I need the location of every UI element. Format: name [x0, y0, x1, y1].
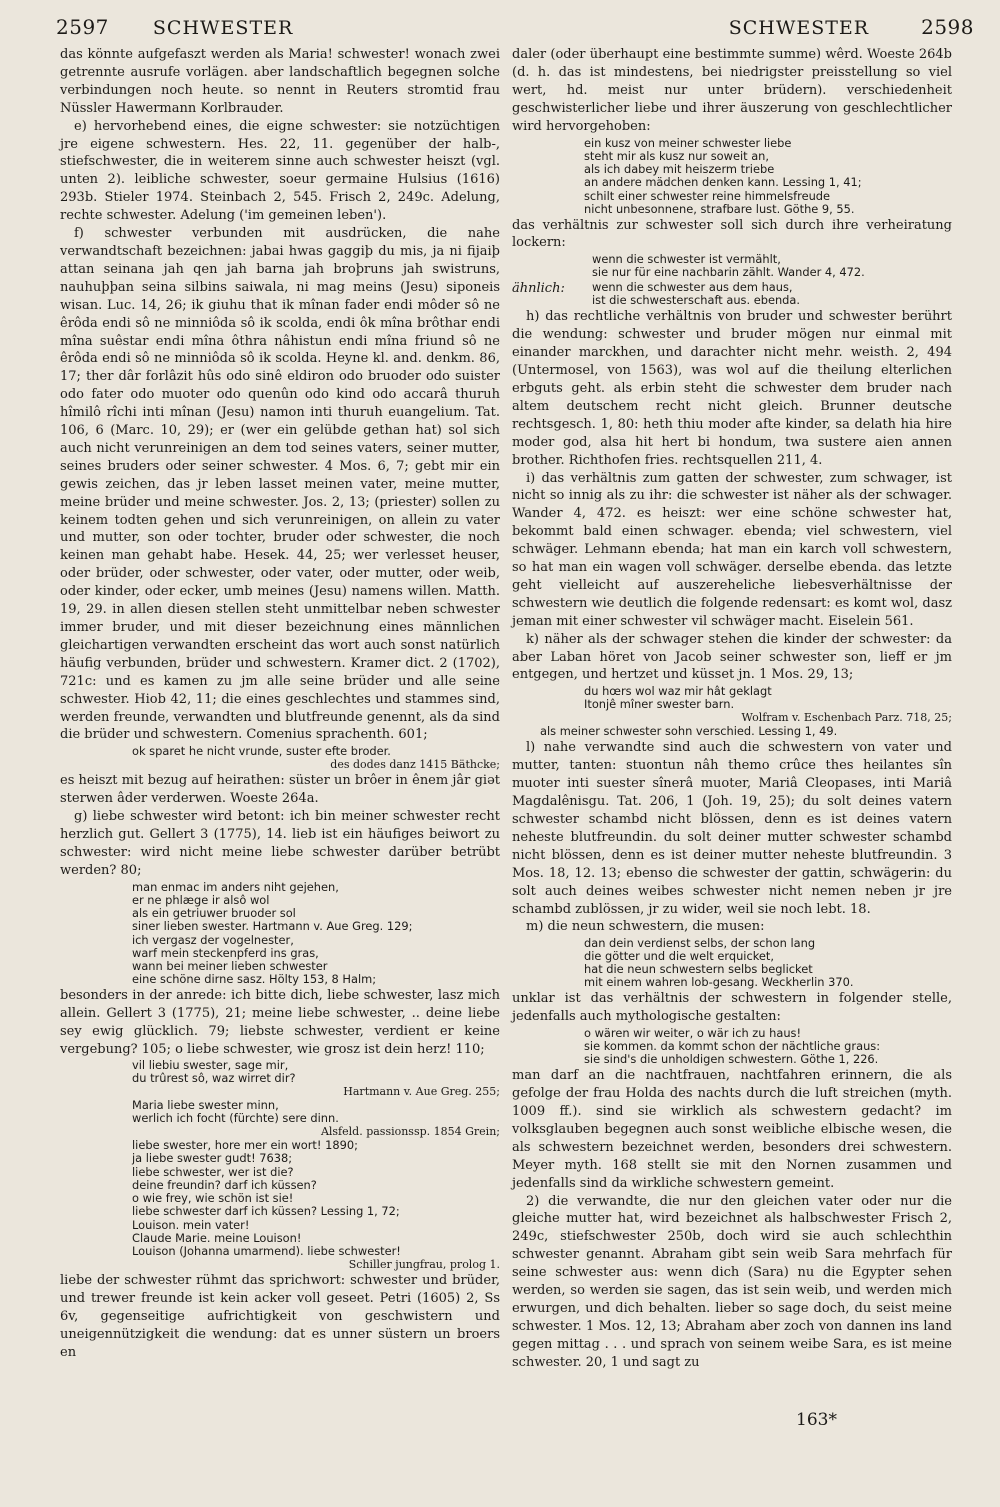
citation: des dodes danz 1415 Bäthcke;	[330, 758, 500, 772]
verse-line: steht mir als kusz nur soweit an,	[584, 148, 770, 163]
verse-line: werlich ich focht (fürchte) sere dinn.	[132, 1111, 339, 1126]
verse-line: hat die neun schwestern selbs beglicket	[584, 962, 813, 977]
verse-line: ein kusz von meiner schwester liebe	[584, 135, 792, 150]
verse-quote	[132, 1139, 500, 1165]
citation: Wolfram v. Eschenbach Parz. 718, 25;	[741, 711, 952, 725]
verse-line: die götter und die welt erquicket,	[584, 949, 775, 964]
verse-line: warf mein steckenpferd ins gras,	[132, 945, 319, 960]
verse-line: deine freundin? darf ich küssen?	[132, 1178, 317, 1193]
verse-line: o wären wir weiter, o wär ich zu haus!	[584, 1026, 802, 1041]
verse-line: sie sind's die unholdigen schwestern. Göthe 1, 226.	[584, 1052, 879, 1067]
entry-paragraph: man darf an die nachtfrauen, nachtfahren erinnern, die als gefolge der frau Holda des nachts durch die luft streichen (myth. 1009 ff.). sind sie wirklich als schwestern gedacht? im volksglauben begegnen auch sonst weibliche elbische wesen, die als schwestern bezeichnet werden, besonders drei schwestern. Meyer myth. 168 stellt sie mit den Nornen zusammen und jedenfalls sind da wirkliche schwestern gemeint.	[512, 1068, 952, 1191]
verse-line: vil liebiu swester, sage mir,	[132, 1058, 289, 1073]
verse-quote	[132, 1059, 500, 1098]
verse-quote	[584, 1027, 952, 1066]
verse-line: an andere mädchen denken kann. Lessing 1, 41;	[584, 174, 862, 189]
verse-line: Maria liebe swester minn,	[132, 1098, 279, 1113]
verse-line: Itonjê mîner swester barn.	[584, 697, 735, 712]
left-page-number: 2597	[56, 15, 109, 39]
verse-quote	[132, 934, 500, 986]
entry-paragraph: das verhältnis zur schwester soll sich durch ihre verheiratung lockern:	[512, 217, 952, 251]
entry-paragraph: daler (oder überhaupt eine bestimmte summe) wêrd. Woeste 264b (d. h. das ist mindestens, bei niedrigster preisstellung so viel wert, hd. meist nur unter brüdern). verschiedenheit geschwisterlicher liebe und ihrer äuszerung von geschlechtlicher wird hervorgehoben:	[512, 47, 952, 134]
verse-line: mit einem wahren lob-gesang. Weckherlin 370.	[584, 975, 854, 990]
labeled-quote	[512, 280, 952, 308]
verse-line: als ich dabey mit heiszerm triebe	[584, 161, 775, 176]
verse-quote	[584, 190, 952, 216]
labeled-quote	[512, 252, 952, 280]
right-column	[512, 46, 952, 1372]
verse-line: schilt einer schwester reine himmelsfreude	[584, 188, 831, 203]
verse-line: nicht unbesonnene, strafbare lust. Göthe 9, 55.	[584, 201, 855, 216]
entry-paragraph: g) liebe schwester wird betont: ich bin meiner schwester recht herzlich gut. Gellert 3 (1775), 14. lieb ist ein häufiges beiwort zu schwester: wird nicht meine liebe schwester darüber betrübt werden? 80;	[60, 809, 500, 878]
sheet-signature: 163*	[796, 1410, 837, 1430]
citation: Alsfeld. passionssp. 1854 Grein;	[320, 1125, 500, 1139]
verse-line: siner lieben swester. Hartmann v. Aue Greg. 129;	[132, 918, 413, 933]
verse-line: du trûrest sô, waz wirret dir?	[132, 1071, 296, 1086]
verse-quote	[592, 253, 952, 279]
verse-quote	[540, 725, 952, 738]
entry-paragraph: m) die neun schwestern, die musen:	[526, 919, 765, 935]
entry-paragraph: e) hervorhebend eines, die eigne schwester: sie notzüchtigen jre eigene schwestern. Hes. 22, 11. gegenüber der halb-, stiefschwester, die in weiterem sinne auch schwester heiszt (vgl. unten 2). leibliche schwester, soeur germaine Hulsius (1616) 293b. Stieler 1974. Steinbach 2, 545. Frisch 2, 249c. Adelung, rechte schwester. Adelung ('im gemeinen leben').	[60, 118, 500, 224]
verse-line: Louison. mein vater!	[132, 1218, 250, 1233]
verse-quote	[592, 281, 952, 307]
verse-line: als ein getriuwer bruoder sol	[132, 905, 296, 920]
verse-line: liebe swester, hore mer ein wort! 1890;	[132, 1138, 358, 1153]
verse-quote	[584, 937, 952, 989]
verse-line: du hœrs wol waz mir hât geklagt	[584, 684, 772, 699]
verse-quote	[584, 137, 952, 189]
verse-line: ich vergasz der vogelnester,	[132, 932, 294, 947]
entry-paragraph: i) das verhältnis zum gatten der schwester, zum schwager, ist nicht so innig als zu ihr: die schwester ist näher als der schwager. Wander 4, 472. es heiszt: wer eine schöne schwester hat, bekommt bald einen schwager. ebenda; viel schwestern, viel schwäger. Lehmann ebenda; hat man ein karch voll schwestern, so hat man ein wagen voll schwäger. derselbe ebenda. das letzte geht vielleicht auf auszereheliche liebesverhältnisse der schwestern wie deutlich die folgende redensart: es komt wol, dasz jeman mit einer schwester vil schwäger macht. Eiselein 561.	[512, 470, 952, 629]
verse-line: man enmac im anders niht gejehen,	[132, 879, 339, 894]
entry-paragraph: besonders in der anrede: ich bitte dich, liebe schwester, lasz mich allein. Gellert 3 (1775), 21; meine liebe schwester, .. deine liebe sey ewig glücklich. 79; liebste schwester, verdient er keine vergebung? 105; o liebe schwester, wie grosz ist dein herz! 110;	[60, 987, 500, 1057]
verse-line: wann bei meiner lieben schwester	[132, 958, 328, 973]
verse-quote	[132, 1099, 500, 1138]
verse-quote	[132, 881, 500, 933]
verse-line: ja liebe swester gudt! 7638;	[132, 1151, 293, 1166]
verse-line: er ne phlæge ir alsô wol	[132, 892, 270, 907]
verse-line: ist die schwesterschaft aus. ebenda.	[592, 293, 801, 308]
verse-line: eine schöne dirne sasz. Hölty 153, 8 Halm;	[132, 971, 377, 986]
verse-line: wenn die schwester aus dem haus,	[592, 280, 793, 295]
verse-quote	[132, 745, 500, 771]
verse-quote	[132, 1166, 500, 1218]
entry-paragraph: das könnte aufgefaszt werden als Maria! schwester! wonach zwei getrennte ausrufe vorlägen. aber landschaftlich begegnen solche verbindungen noch heute. so nennt in Reuters stromtid frau Nüssler Hawermann Korlbrauder.	[60, 47, 500, 116]
verse-line: sie nur für eine nachbarin zählt. Wander 4, 472.	[592, 265, 865, 280]
verse-quote	[584, 685, 952, 724]
verse-line: als meiner schwester sohn verschied. Lessing 1, 49.	[540, 724, 838, 739]
right-running-title: SCHWESTER	[728, 17, 870, 39]
verse-line: wenn die schwester ist vermählt,	[592, 252, 781, 267]
entry-paragraph: es heiszt mit bezug auf heirathen: süster un brôer in ênem jâr giət sterwen âder verderwen. Woeste 264a.	[60, 773, 500, 807]
citation: Hartmann v. Aue Greg. 255;	[343, 1085, 500, 1099]
citation: Schiller jungfrau, prolog 1.	[348, 1258, 500, 1272]
entry-paragraph: unklar ist das verhältnis der schwestern in folgender stelle, jedenfalls auch mythologische gestalten:	[512, 991, 952, 1025]
verse-quote	[132, 1219, 500, 1271]
verse-line: dan dein verdienst selbs, der schon lang	[584, 936, 816, 951]
left-running-title: SCHWESTER	[152, 17, 294, 39]
quote-label: ähnlich:	[512, 281, 565, 297]
entry-paragraph: h) das rechtliche verhältnis von bruder und schwester berührt die wendung: schwester und bruder mögen nur einmal mit einander marckhen, und darachter nicht mehr. weisth. 2, 494 (Untermosel, von 1563), was wol auf die theilung elterlichen erbguts geht. als erbin steht die schwester dem bruder nach altem deutschem recht nicht gleich. Brunner deutsche rechtsgesch. 1, 80: heth thiu moder afte kinder, sa delath hia hire moder god, alsa hit hert bi hondum, twa sustere aien annen brother. Richthofen fries. rechtsquellen 211, 4.	[512, 309, 952, 468]
verse-line: liebe schwester, wer ist die?	[132, 1165, 294, 1180]
right-page-number: 2598	[921, 15, 974, 39]
verse-line: liebe schwester darf ich küssen? Lessing 1, 72;	[132, 1204, 400, 1219]
entry-paragraph: l) nahe verwandte sind auch die schwestern von vater und mutter, tanten: stuontun nâh themo crûce thes heilantes sîn muoter inti suester sînerâ muoter, Mariâ Cleopases, inti Mariâ Magdalênisgu. Tat. 206, 1 (Joh. 19, 25); du solt deines vatern schwester schambd nicht blössen, denn es ist deines vatern neheste blutfreundin. du solt deiner mutter schwester schambd nicht blössen, denn es ist deiner mutter neheste blutfreundin. 3 Mos. 18, 12. 13; ebenso die schwester der gattin, schwägerin: du solt auch deines weibes schwester nicht nemen neben jr jre schambd zublössen, jr zu wider, weil sie noch lebt. 18.	[512, 740, 952, 917]
entry-paragraph: 2) die verwandte, die nur den gleichen vater oder nur die gleiche mutter hat, wird bezeichnet als halbschwester Frisch 2, 249c, stiefschwester 250b, doch wird sie auch schlechthin schwester genannt. Abraham gibt sein weib Sara mehrfach für seine schwester aus: wenn dich (Sara) nu die Egypter sehen werden, so werden sie sagen, das ist sein weib, und werden mich erwurgen, und dich behalten. lieber so sage doch, du seist meine schwester. 1 Mos. 12, 13; Abraham aber zoch von dannen ins land gegen mittag . . . und sprach von seinem weibe Sara, es ist meine schwester. 20, 1 und sagt zu	[512, 1193, 952, 1370]
entry-paragraph: k) näher als der schwager stehen die kinder der schwester: da aber Laban höret von Jacob seiner schwester son, lieff er jm entgegen, und hertzet und küsset jn. 1 Mos. 29, 13;	[512, 631, 952, 683]
left-column	[60, 46, 500, 1362]
verse-line: sie kommen. da kommt schon der nächtliche graus:	[584, 1039, 881, 1054]
verse-line: o wie frey, wie schön ist sie!	[132, 1191, 294, 1206]
verse-line: Louison (Johanna umarmend). liebe schwester!	[132, 1244, 401, 1259]
entry-paragraph: f) schwester verbunden mit ausdrücken, die nahe verwandtschaft bezeichnen: jabai hwas gaggiþ du mis, ja ni fijaiþ attan seinana jah qen jah barna jah broþruns jah swistruns, nauhuþþan seina silbins saiwala, ni mag meins (Jesu) siponeis wisan. Luc. 14, 26; ik giuhu that ik mînan fader endi môder sô ne êrôda endi sô ne minniôda sô ik scolda, endi ôk mîna brôthar endi mîna suêstar endi mîna ôthra nâhistun endi mîna friund sô ne êrôda endi sô ne minniôda sô ik scolda. Heyne kl. and. denkm. 86, 17; ther dâr forlâzit hûs odo sinê eldiron odo bruoder odo suister odo fater odo muoter odo quenûn odo kind odo accarâ thuruh hîmilô rîchi inti mînan (Jesu) namon inti thuruh euangelium. Tat. 106, 6 (Marc. 10, 29); er (wer ein gelübde gethan hat) sol sich auch nicht verunreinigen an dem tod seines vaters, seiner mutter, seines bruders oder seiner schwester. 4 Mos. 6, 7; gebt mir ein gewis zeichen, das jr leben lasset meinen vater, meine mutter, meine brüder und meine schwester. Jos. 2, 13; (priester) sollen zu keinem todten gehen und sich verunreinigen, on allein zu vater und mutter, son oder tochter, bruder oder schwester, die noch keinen man gehabt habe. Hesek. 44, 25; wer verlesset heuser, oder brüder, oder schwester, oder vater, oder mutter, oder weib, oder kinder, oder ecker, umb meines (Jesu) namens willen. Matth. 19, 29. in allen diesen stellen steht unmittelbar neben schwester immer bruder, und mit dieser bezeichnung eines männlichen gleichartigen verwandten erscheint das wort auch sonst natürlich häufig verbunden, brüder und schwestern. Kramer dict. 2 (1702), 721c: und es kamen zu jm alle seine brüder und alle seine schwester. Hiob 42, 11; die eines geschlechtes und stammes sind, werden freunde, verwandten und blutfreunde genennt, als da sind die brüder und schwestern. Comenius sprachenth. 601;	[60, 226, 500, 743]
page-header	[56, 8, 974, 46]
verse-line: Claude Marie. meine Louison!	[132, 1231, 302, 1246]
verse-line: ok sparet he nicht vrunde, suster efte broder.	[132, 744, 391, 759]
entry-paragraph: liebe der schwester rühmt das sprichwort: schwester und brüder, und trewer freunde ist kein acker voll geseet. Petri (1605) 2, Ss 6v, gegenseitige aufrichtigkeit von geschwistern und uneigennützigkeit die wendung: dat es unner süstern un broers en	[60, 1273, 500, 1361]
